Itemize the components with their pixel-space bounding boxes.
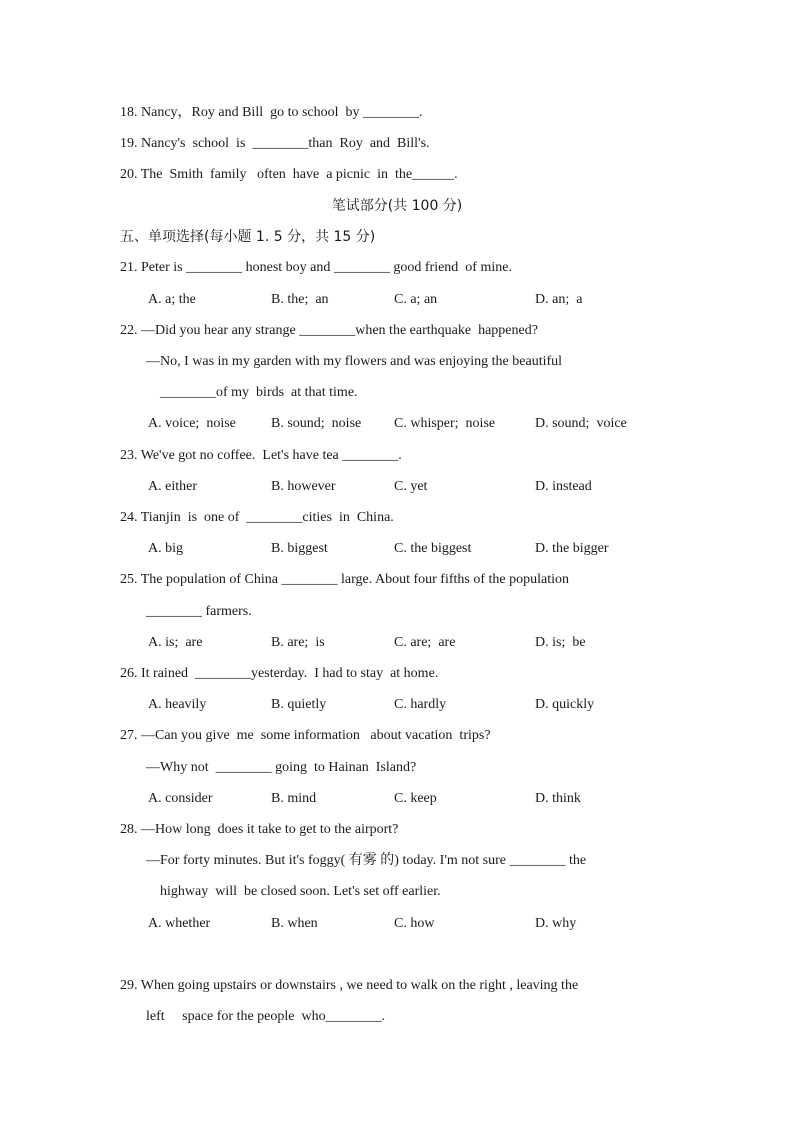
question-24-stem: 24. Tianjin is one of ________cities in China.	[120, 510, 394, 525]
option-b: B. sound; noise	[271, 416, 362, 431]
question-22-stem: 22. —Did you hear any strange ________when the earthquake happened?	[120, 323, 538, 338]
option-c: C. yet	[394, 479, 428, 494]
question-28-reply: —For forty minutes. But it's foggy( 有雾 的) today. I'm not sure ________ the	[146, 853, 587, 868]
question-28-reply-cont: highway will be closed soon. Let's set off earlier.	[160, 884, 441, 899]
option-a: A. voice; noise	[148, 416, 236, 431]
option-d: D. sound; voice	[535, 416, 627, 431]
option-c: C. keep	[394, 791, 437, 806]
option-a: A. a; the	[148, 292, 196, 307]
option-b: B. biggest	[271, 541, 328, 556]
option-a: A. either	[148, 479, 197, 494]
option-b: B. mind	[271, 791, 317, 806]
option-a: A. big	[148, 541, 183, 556]
option-c: C. a; an	[394, 292, 438, 307]
option-c: C. hardly	[394, 697, 447, 712]
option-d: D. why	[535, 916, 577, 931]
question-23-stem: 23. We've got no coffee. Let's have tea ________.	[120, 448, 402, 463]
option-b: B. however	[271, 479, 336, 494]
question-27-reply: —Why not ________ going to Hainan Island?	[146, 760, 417, 775]
section-title: 五、单项选择(每小题 1. 5 分，共 15 分)	[120, 229, 376, 245]
option-b: B. when	[271, 916, 318, 931]
question-22-reply-cont: ________of my birds at that time.	[160, 385, 358, 400]
written-heading: 笔试部分(共 100 分)	[331, 198, 463, 214]
option-d: D. the bigger	[535, 541, 609, 556]
question-22-reply: —No, I was in my garden with my flowers and was enjoying the beautiful	[146, 354, 563, 369]
option-c: C. are; are	[394, 635, 456, 650]
option-a: A. whether	[148, 916, 211, 931]
option-b: B. quietly	[271, 697, 327, 712]
option-a: A. is; are	[148, 635, 203, 650]
question-29-stem: 29. When going upstairs or downstairs , we need to walk on the right , leaving the	[120, 978, 579, 993]
question-29-stem-cont: left space for the people who________.	[146, 1009, 386, 1024]
option-d: D. instead	[535, 479, 592, 494]
question-21-stem: 21. Peter is ________ honest boy and ________ good friend of mine.	[120, 260, 512, 275]
listening-item-20: 20. The Smith family often have a picnic in the______.	[120, 167, 458, 182]
option-d: D. an; a	[535, 292, 583, 307]
question-28-stem: 28. —How long does it take to get to the airport?	[120, 822, 399, 837]
option-a: A. consider	[148, 791, 213, 806]
listening-item-19: 19. Nancy's school is ________than Roy and Bill's.	[120, 136, 430, 151]
question-25-stem-cont: ________ farmers.	[146, 604, 252, 619]
option-d: D. think	[535, 791, 581, 806]
question-26-stem: 26. It rained ________yesterday. I had to stay at home.	[120, 666, 439, 681]
question-25-stem: 25. The population of China ________ large. About four fifths of the population	[120, 572, 569, 587]
option-a: A. heavily	[148, 697, 207, 712]
option-c: C. how	[394, 916, 435, 931]
option-d: D. is; be	[535, 635, 586, 650]
option-b: B. the; an	[271, 292, 329, 307]
question-27-stem: 27. —Can you give me some information about vacation trips?	[120, 728, 491, 743]
option-b: B. are; is	[271, 635, 325, 650]
option-d: D. quickly	[535, 697, 595, 712]
option-c: C. whisper; noise	[394, 416, 496, 431]
listening-item-18: 18. Nancy，Roy and Bill go to school by ________.	[120, 105, 423, 120]
option-c: C. the biggest	[394, 541, 472, 556]
